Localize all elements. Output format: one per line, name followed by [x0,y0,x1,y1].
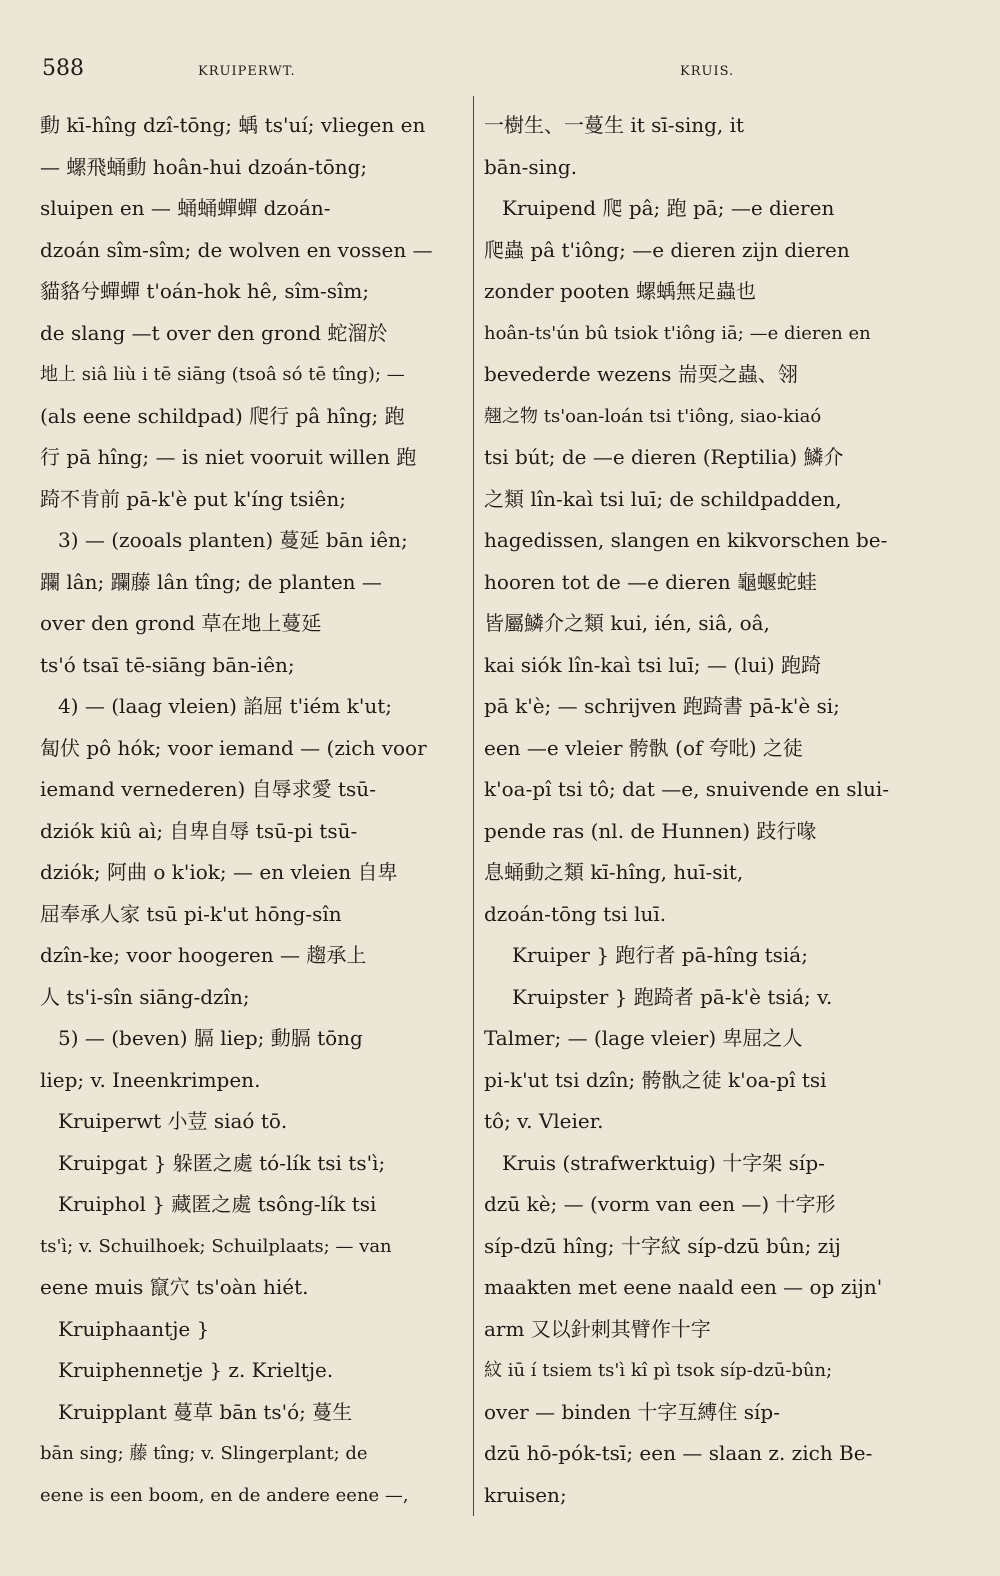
text-line: dzū hō-pók-tsī; een — slaan z. zich Be- [484,1441,873,1465]
text-line: dzoán-tōng tsi luī. [484,901,667,926]
text-line: kruisen; [484,1482,567,1507]
page-number: 588 [42,56,84,81]
text-line: tô; v. Vleier. [484,1109,604,1133]
text-line: maakten met eene naald een — op zijn' [484,1275,883,1299]
text-line: pi-k'ut tsi dzîn; 骻骫之徒 k'oa-pî tsi [484,1067,827,1092]
text-line: dzoán sîm-sîm; de wolven en vossen — [40,237,433,262]
text-line: 皆屬鱗介之類 kui, ién, siâ, oâ, [484,611,770,635]
text-line: 貓貉兮蟬蟬 t'oán-hok hê, sîm-sîm; [40,279,370,303]
page-header [0,56,1000,92]
text-line: 踦不肯前 pā-k'è put k'íng tsiên; [40,486,346,511]
text-line: 息蛹動之類 kī-hîng, huī-sit, [484,860,744,884]
text-line: síp-dzū hîng; 十字紋 síp-dzū bûn; zij [484,1233,841,1258]
text-line: 5) — (beven) 膈 liep; 動膈 tōng [58,1026,363,1050]
text-line: 行 pā hîng; — is niet vooruit willen 跑 [40,445,417,469]
dictionary-entry: Kruipend 爬 pâ; 跑 pā; —e dieren [502,196,835,220]
text-line: eene muis 竄穴 ts'oàn hiét. [40,1275,309,1299]
dictionary-entry: Kruiphennetje } z. Krieltje. [58,1358,334,1382]
text-line: (als eene schildpad) 爬行 pâ hîng; 跑 [40,403,405,428]
text-line: 翹之物 ts'oan-loán tsi t'iông, siao-kiaó [484,405,822,427]
dictionary-entry: Kruiperwt 小荳 siaó tō. [58,1109,288,1133]
text-line: 躝 lân; 躝藤 lân tîng; de planten — [40,569,382,594]
text-line: zonder pooten 螺蝺無足蟲也 [484,279,757,303]
text-line: arm 又以針刺其臂作十字 [484,1316,711,1341]
text-line: bān-sing. [484,154,578,179]
text-line: 匐伏 pô hók; voor iemand — (zich voor [40,735,427,760]
text-line: liep; v. Ineenkrimpen. [40,1067,261,1092]
text-line: 人 ts'i-sîn siāng-dzîn; [40,984,250,1009]
dictionary-entry: Kruiper } 跑行者 pā-hîng tsiá; [512,943,808,967]
text-line: hooren tot de —e dieren 龜蝘蛇蛙 [484,569,817,594]
text-line: hoân-ts'ún bû tsiok t'iông iā; —e dieren en [484,322,871,344]
text-line: sluipen en — 蛹蛹蟬蟬 dzoán- [40,196,331,220]
text-line: 一樹生、一蔓生 it sī-sing, it [484,113,745,137]
text-line: 之類 lîn-kaì tsi luī; de schildpadden, [484,486,842,511]
text-line: k'oa-pî tsi tô; dat —e, snuivende en slui- [484,777,889,801]
text-line: hagedissen, slangen en kikvorschen be- [484,528,888,552]
running-head-left: KRUIPERWT. [198,64,296,79]
text-line: iemand vernederen) 自辱求愛 tsū- [40,777,376,801]
text-line: 地上 siâ liù i tē siāng (tsoâ só tē tîng); — [40,364,405,385]
text-line: pā k'è; — schrijven 跑踦書 pā-k'è si; [484,694,840,718]
dictionary-entry: Kruipplant 蔓草 bān ts'ó; 蔓生 [58,1399,353,1424]
dictionary-entry: Kruipster } 跑踦者 pā-k'è tsiá; v. [512,984,833,1009]
dictionary-entry: Kruipgat } 躲匿之處 tó-lík tsi ts'ì; [58,1150,386,1175]
right-column [484,105,922,1516]
text-line: pende ras (nl. de Hunnen) 跂行喙 [484,818,817,843]
text-line: 紋 iū í tsiem ts'ì kî pì tsok síp-dzū-bûn; [484,1360,833,1381]
text-line: 動 kī-hîng dzî-tōng; 蝺 ts'uí; vliegen en [40,113,426,137]
text-line: 屈奉承人家 tsū pi-k'ut hōng-sîn [40,901,342,926]
text-line: dzîn-ke; voor hoogeren — 趨承上 [40,943,367,967]
text-line: bān sing; 藤 tîng; v. Slingerplant; de [40,1443,368,1464]
running-head-right: KRUIS. [680,64,735,79]
text-line: ts'ó tsaī tē-siāng bān-iên; [40,652,295,677]
text-line: dziók kiû aì; 自卑自辱 tsū-pi tsū- [40,818,358,843]
column-divider [473,96,474,1516]
text-line: over den grond 草在地上蔓延 [40,611,322,635]
text-line: 4) — (laag vleien) 諂屈 t'iém k'ut; [58,694,392,718]
text-line: kai siók lîn-kaì tsi luī; — (lui) 跑踦 [484,652,822,677]
text-line: een —e vleier 骻骫 (of 夸吡) 之徒 [484,735,803,760]
text-line: — 螺飛蛹動 hoân-hui dzoán-tōng; [40,154,368,179]
text-line: over — binden 十字互縛住 síp- [484,1399,780,1424]
dictionary-entry: Kruiphol } 藏匿之處 tsông-lík tsi [58,1192,377,1216]
text-line: 爬蟲 pâ t'iông; —e dieren zijn dieren [484,237,850,262]
text-line: tsi bút; de —e dieren (Reptilia) 鱗介 [484,445,844,469]
left-column [40,105,464,1516]
dictionary-entry: Kruis (strafwerktuig) 十字架 síp- [502,1150,825,1175]
text-line: ts'ì; v. Schuilhoek; Schuilplaats; — van [40,1235,392,1257]
dictionary-entry: Kruiphaantje } [58,1316,210,1341]
text-line: dziók; 阿曲 o k'iok; — en vleien 自卑 [40,860,398,884]
text-line: de slang —t over den grond 蛇溜於 [40,320,388,345]
text-line: eene is een boom, en de andere eene —, [40,1484,409,1506]
text-line: bevederde wezens 耑耎之蟲、翎 [484,362,798,386]
text-line: dzū kè; — (vorm van een —) 十字形 [484,1192,836,1216]
text-line: 3) — (zooals planten) 蔓延 bān iên; [58,528,408,552]
text-line: Talmer; — (lage vleier) 卑屈之人 [484,1026,803,1050]
